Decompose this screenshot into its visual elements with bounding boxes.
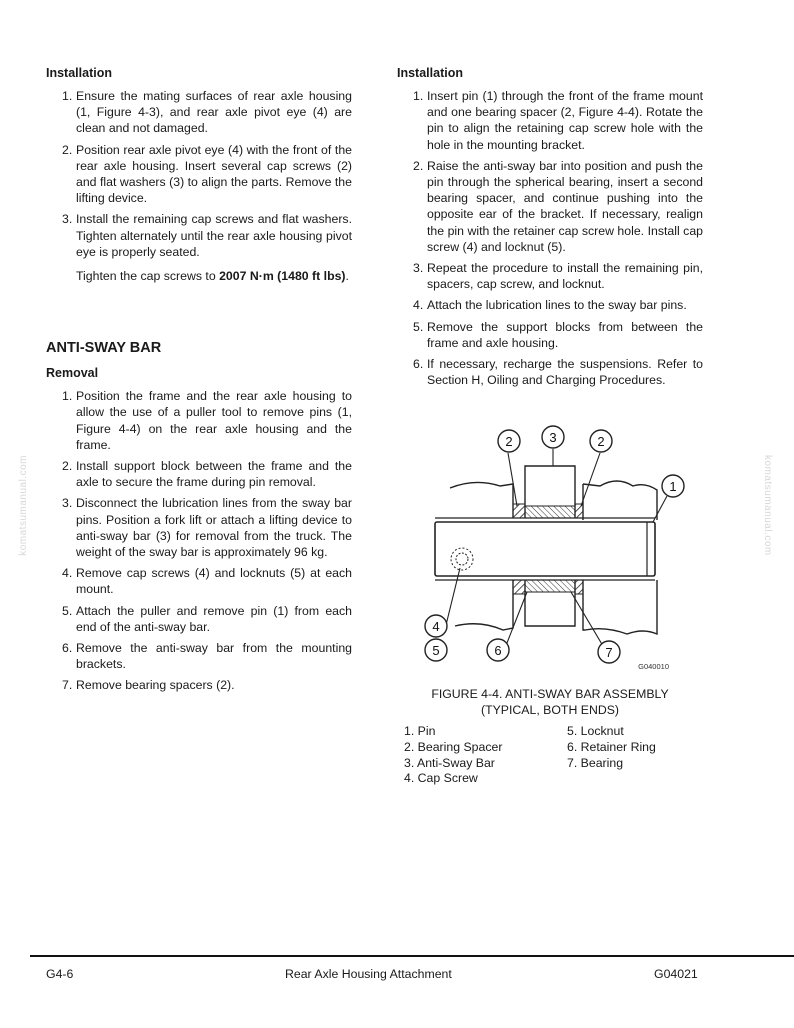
legend-item: 2. Bearing Spacer [404,739,503,754]
legend-item: 7. Bearing [567,755,624,770]
installation-heading-right: Installation [397,66,463,80]
installation-heading: Installation [46,66,112,80]
callout-6 [487,639,509,661]
removal-steps-list [46,388,352,693]
list-item: 1. Insert pin (1) through the front of the frame mount and one bearing spacer (2, Figure 4-4). Rotate the pin to align the retaining cap screw hole with the hole in the mounting bracket. [413,89,703,152]
callout-4 [425,615,447,637]
svg-text:6: 6 [494,643,502,658]
legend-item: 1. Pin [404,724,436,738]
callout-2-right [590,430,612,452]
callout-7 [598,641,620,663]
svg-text:2: 2 [597,434,605,449]
footer-code: G04021 [654,967,698,981]
list-item: 6. Remove the anti-sway bar from the mounting brackets. [62,641,352,672]
installation-steps-list-right [397,88,703,388]
figure-caption: FIGURE 4-4. ANTI-SWAY BAR ASSEMBLY (TYPICAL, BOTH ENDS) [431,687,669,717]
list-item: 1. Ensure the mating surfaces of rear axle housing (1, Figure 4-3), and rear axle pivot eye (4) are clean and not damaged. [62,89,352,136]
watermark-left: komatsumanual.com [18,455,29,556]
section-title: ANTI-SWAY BAR [46,340,162,357]
svg-text:7: 7 [605,645,613,660]
footer-title: Rear Axle Housing Attachment [285,967,452,981]
callout-2-left [498,430,520,452]
list-item: 2. Raise the anti-sway bar into position and push the pin through the spherical bearing, insert a second bearing spacer, and continue pushing into the opposite ear of the bracket. If necessary, realign the pin with the retainer cap screw hole. Install cap screw (4) and locknut (5). [413,158,703,254]
list-item: 6. If necessary, recharge the suspensions. Refer to Section H, Oiling and Charging Procedures. [413,357,703,388]
right-column [397,64,703,393]
footer-divider [30,955,794,957]
installation-steps-list [46,88,352,260]
removal-heading: Removal [46,366,99,381]
list-item: 1. Position the frame and the rear axle housing to allow the use of a puller tool to remove pins (1, Figure 4-4) on the rear axle housing and the frame. [62,389,352,452]
list-item: 5. Attach the puller and remove pin (1) from each end of the anti-sway bar. [62,603,352,634]
legend-item: 4. Cap Screw [404,771,478,786]
callout-3 [542,426,564,448]
callout-5 [425,639,447,661]
svg-text:2: 2 [505,434,513,449]
list-item: 2. Install support block between the frame and the axle to secure the frame during pin removal. [62,459,352,490]
list-item: 7. Remove bearing spacers (2). [62,678,235,693]
list-item: 2. Position rear axle pivot eye (4) with the front of the rear axle housing. Insert several cap screws (2) and flat washers (3) to align the parts. Remove the lifting device. [62,142,352,206]
list-item: 3. Disconnect the lubrication lines from the sway bar pins. Position a fork lift or attach a lifting device to anti-sway bar (3) for removal from the truck. The weight of the sway bar is approximately 96 kg. [62,496,352,560]
svg-text:4: 4 [432,619,440,634]
legend-item: 5. Locknut [567,724,624,738]
list-item: 4. Remove cap screws (4) and locknuts (5) at each mount. [62,566,352,597]
torque-spec: Tighten the cap screws to 2007 N·m (1480 ft lbs). [76,269,349,284]
anti-sway-bar-assembly-diagram [405,420,695,682]
legend-item: 6. Retainer Ring [567,739,656,754]
list-item: 5. Remove the support blocks from between the frame and axle housing. [413,319,703,350]
callout-1 [662,475,684,497]
left-column [46,64,352,699]
legend-item: 3. Anti-Sway Bar [404,755,495,770]
svg-text:5: 5 [432,643,440,658]
torque-value: 2007 N·m (1480 ft lbs) [219,269,346,284]
watermark-right: komatsumanual.com [762,455,773,556]
svg-text:3: 3 [549,430,557,445]
figure-code: G040010 [638,662,669,671]
svg-text:1: 1 [669,479,677,494]
footer-page-number: G4-6 [46,967,74,981]
list-item: 3. Install the remaining cap screws and flat washers. Tighten alternately until the rear axle housing pivot eye is properly seated. [62,212,352,259]
list-item: 4. Attach the lubrication lines to the sway bar pins. [413,298,687,313]
list-item: 3. Repeat the procedure to install the remaining pin, spacers, cap screw, and locknut. [413,261,703,292]
